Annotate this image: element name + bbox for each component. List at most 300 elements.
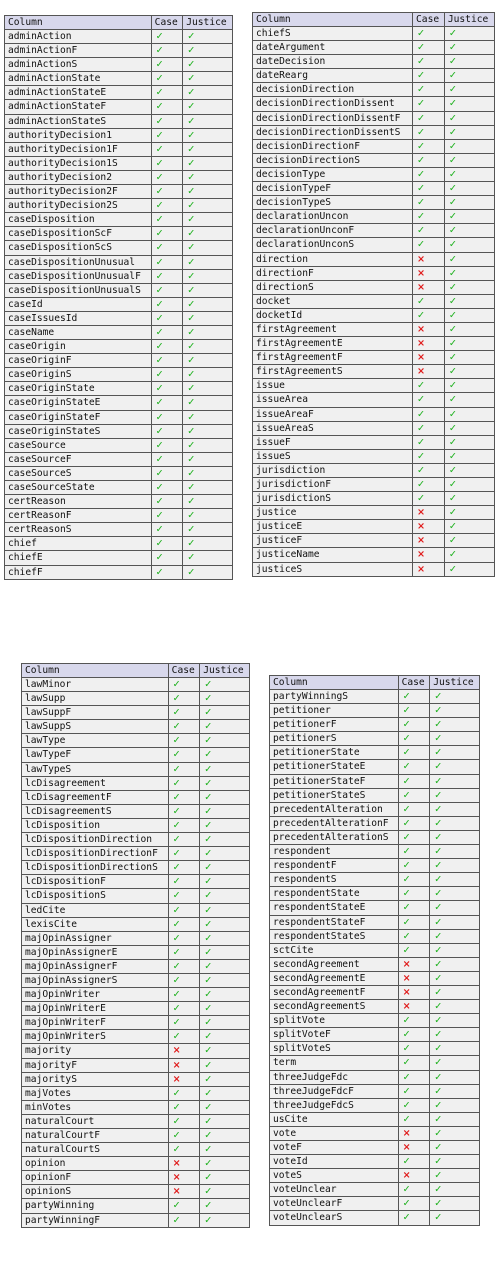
case-check-icon: ✓	[398, 1042, 430, 1056]
column-name: authorityDecision1F	[5, 142, 152, 156]
case-check-icon: ✓	[413, 182, 445, 196]
table-row	[253, 252, 495, 266]
header-case: Case	[413, 13, 445, 27]
justice-check-icon: ✓	[430, 859, 480, 873]
justice-check-icon: ✓	[183, 86, 233, 100]
case-cross-icon: ×	[168, 1171, 200, 1185]
table-row	[22, 1100, 250, 1114]
case-check-icon: ✓	[398, 943, 430, 957]
justice-check-icon: ✓	[200, 1030, 250, 1044]
column-name: majOpinWriterF	[22, 1016, 169, 1030]
justice-check-icon: ✓	[430, 1183, 480, 1197]
column-name: dateArgument	[253, 41, 413, 55]
column-name: majorityF	[22, 1058, 169, 1072]
justice-check-icon: ✓	[444, 534, 494, 548]
case-check-icon: ✓	[398, 1056, 430, 1070]
justice-check-icon: ✓	[444, 210, 494, 224]
column-name: lawSuppF	[22, 706, 169, 720]
justice-check-icon: ✓	[444, 492, 494, 506]
case-check-icon: ✓	[168, 748, 200, 762]
column-name: lcDisagreement	[22, 776, 169, 790]
justice-check-icon: ✓	[200, 875, 250, 889]
table-row	[5, 438, 233, 452]
table-row	[270, 718, 480, 732]
table-row	[5, 199, 233, 213]
table-row	[270, 873, 480, 887]
column-name: decisionType	[253, 167, 413, 181]
table-row	[5, 72, 233, 86]
case-check-icon: ✓	[398, 1197, 430, 1211]
case-check-icon: ✓	[413, 435, 445, 449]
table-row	[270, 1155, 480, 1169]
column-name: justiceF	[253, 534, 413, 548]
table-row	[270, 746, 480, 760]
justice-check-icon: ✓	[444, 252, 494, 266]
justice-check-icon: ✓	[183, 283, 233, 297]
justice-check-icon: ✓	[430, 887, 480, 901]
table-row	[253, 153, 495, 167]
table-row	[270, 845, 480, 859]
case-check-icon: ✓	[398, 1112, 430, 1126]
case-check-icon: ✓	[151, 255, 183, 269]
table-row	[5, 142, 233, 156]
case-check-icon: ✓	[413, 308, 445, 322]
case-check-icon: ✓	[398, 830, 430, 844]
table-row	[22, 762, 250, 776]
table-row	[5, 551, 233, 565]
justice-check-icon: ✓	[200, 734, 250, 748]
justice-check-icon: ✓	[444, 125, 494, 139]
header-justice: Justice	[444, 13, 494, 27]
column-name: petitioner	[270, 704, 399, 718]
case-check-icon: ✓	[413, 83, 445, 97]
justice-check-icon: ✓	[430, 816, 480, 830]
table-row	[253, 337, 495, 351]
case-check-icon: ✓	[168, 734, 200, 748]
column-name: usCite	[270, 1112, 399, 1126]
case-check-icon: ✓	[151, 58, 183, 72]
case-check-icon: ✓	[398, 873, 430, 887]
justice-check-icon: ✓	[183, 424, 233, 438]
justice-check-icon: ✓	[200, 1213, 250, 1227]
table-row	[270, 971, 480, 985]
table-row	[5, 424, 233, 438]
column-name: threeJudgeFdcF	[270, 1084, 399, 1098]
justice-check-icon: ✓	[183, 227, 233, 241]
justice-check-icon: ✓	[430, 1112, 480, 1126]
justice-check-icon: ✓	[200, 720, 250, 734]
column-name: opinionF	[22, 1171, 169, 1185]
table-row	[5, 354, 233, 368]
table-row	[253, 435, 495, 449]
table-row	[22, 678, 250, 692]
justice-check-icon: ✓	[200, 776, 250, 790]
table-row	[5, 185, 233, 199]
justice-check-icon: ✓	[183, 523, 233, 537]
column-name: decisionDirectionF	[253, 139, 413, 153]
column-name: voteUnclearF	[270, 1197, 399, 1211]
case-check-icon: ✓	[398, 887, 430, 901]
justice-check-icon: ✓	[200, 945, 250, 959]
table-row	[5, 86, 233, 100]
column-name: petitionerS	[270, 732, 399, 746]
case-check-icon: ✓	[151, 269, 183, 283]
case-check-icon: ✓	[413, 393, 445, 407]
table-row	[253, 280, 495, 294]
column-name: petitionerF	[270, 718, 399, 732]
justice-check-icon: ✓	[444, 196, 494, 210]
column-name: secondAgreementE	[270, 971, 399, 985]
case-cross-icon: ×	[398, 985, 430, 999]
case-check-icon: ✓	[168, 818, 200, 832]
justice-check-icon: ✓	[183, 58, 233, 72]
case-check-icon: ✓	[168, 833, 200, 847]
justice-check-icon: ✓	[200, 706, 250, 720]
case-cross-icon: ×	[398, 971, 430, 985]
column-name: lcDispositionS	[22, 889, 169, 903]
case-check-icon: ✓	[413, 449, 445, 463]
table-row	[253, 506, 495, 520]
justice-check-icon: ✓	[430, 774, 480, 788]
table-row	[270, 1126, 480, 1140]
table-row	[22, 790, 250, 804]
case-check-icon: ✓	[413, 421, 445, 435]
justice-check-icon: ✓	[200, 804, 250, 818]
table-row	[253, 449, 495, 463]
case-check-icon: ✓	[151, 128, 183, 142]
table-row	[5, 340, 233, 354]
justice-check-icon: ✓	[183, 30, 233, 44]
table-row	[5, 325, 233, 339]
justice-check-icon: ✓	[430, 957, 480, 971]
column-name: chiefE	[5, 551, 152, 565]
table-row	[22, 889, 250, 903]
column-name: naturalCourt	[22, 1114, 169, 1128]
justice-check-icon: ✓	[183, 269, 233, 283]
table-row	[22, 1129, 250, 1143]
table-row	[5, 452, 233, 466]
justice-check-icon: ✓	[444, 238, 494, 252]
table-row	[270, 1056, 480, 1070]
justice-check-icon: ✓	[200, 889, 250, 903]
column-name: splitVoteS	[270, 1042, 399, 1056]
column-name: lawType	[22, 734, 169, 748]
justice-check-icon: ✓	[200, 762, 250, 776]
column-name: caseDisposition	[5, 213, 152, 227]
column-name: authorityDecision2F	[5, 185, 152, 199]
column-name: secondAgreement	[270, 957, 399, 971]
table-row	[270, 887, 480, 901]
column-name: firstAgreementE	[253, 337, 413, 351]
case-check-icon: ✓	[168, 1143, 200, 1157]
table-row	[5, 170, 233, 184]
table-row	[22, 1072, 250, 1086]
column-name: minVotes	[22, 1100, 169, 1114]
table-row	[5, 100, 233, 114]
table-row	[22, 903, 250, 917]
column-name: term	[270, 1056, 399, 1070]
case-check-icon: ✓	[398, 746, 430, 760]
justice-check-icon: ✓	[444, 294, 494, 308]
table-row	[270, 732, 480, 746]
case-check-icon: ✓	[151, 551, 183, 565]
justice-check-icon: ✓	[430, 1126, 480, 1140]
justice-check-icon: ✓	[444, 97, 494, 111]
case-check-icon: ✓	[151, 410, 183, 424]
case-check-icon: ✓	[398, 1183, 430, 1197]
justice-check-icon: ✓	[430, 915, 480, 929]
column-name: secondAgreementS	[270, 1000, 399, 1014]
column-name: respondentStateF	[270, 915, 399, 929]
justice-check-icon: ✓	[444, 548, 494, 562]
table-row	[270, 901, 480, 915]
case-check-icon: ✓	[168, 1086, 200, 1100]
column-name: jurisdictionF	[253, 478, 413, 492]
justice-check-icon: ✓	[430, 760, 480, 774]
case-check-icon: ✓	[151, 382, 183, 396]
column-name: majVotes	[22, 1086, 169, 1100]
case-check-icon: ✓	[168, 776, 200, 790]
table-row	[22, 931, 250, 945]
justice-check-icon: ✓	[430, 1056, 480, 1070]
column-name: chiefS	[253, 27, 413, 41]
column-name: firstAgreementF	[253, 351, 413, 365]
column-name: caseDispositionUnusualF	[5, 269, 152, 283]
column-name: caseSourceState	[5, 481, 152, 495]
case-check-icon: ✓	[151, 537, 183, 551]
table-row	[5, 311, 233, 325]
column-name: issueS	[253, 449, 413, 463]
table-row	[22, 973, 250, 987]
case-check-icon: ✓	[168, 861, 200, 875]
case-cross-icon: ×	[413, 351, 445, 365]
justice-check-icon: ✓	[183, 481, 233, 495]
case-check-icon: ✓	[151, 297, 183, 311]
justice-check-icon: ✓	[430, 1014, 480, 1028]
column-name: decisionDirectionDissentS	[253, 125, 413, 139]
table-row	[5, 368, 233, 382]
table-row	[270, 1070, 480, 1084]
column-name: caseOriginF	[5, 354, 152, 368]
table-row	[5, 396, 233, 410]
table-row	[22, 917, 250, 931]
table-row	[270, 1183, 480, 1197]
justice-check-icon: ✓	[183, 114, 233, 128]
table-row	[5, 269, 233, 283]
case-cross-icon: ×	[413, 534, 445, 548]
case-check-icon: ✓	[398, 690, 430, 704]
table-row	[5, 283, 233, 297]
case-check-icon: ✓	[151, 481, 183, 495]
justice-check-icon: ✓	[183, 142, 233, 156]
case-check-icon: ✓	[168, 1213, 200, 1227]
column-name: adminActionS	[5, 58, 152, 72]
justice-check-icon: ✓	[444, 266, 494, 280]
justice-check-icon: ✓	[200, 861, 250, 875]
justice-check-icon: ✓	[183, 156, 233, 170]
justice-check-icon: ✓	[200, 973, 250, 987]
column-name: precedentAlterationS	[270, 830, 399, 844]
column-name: decisionDirectionDissentF	[253, 111, 413, 125]
justice-check-icon: ✓	[444, 153, 494, 167]
justice-check-icon: ✓	[200, 1185, 250, 1199]
table-row	[5, 565, 233, 579]
justice-check-icon: ✓	[183, 170, 233, 184]
table-row	[22, 776, 250, 790]
justice-check-icon: ✓	[444, 83, 494, 97]
column-name: issue	[253, 379, 413, 393]
justice-check-icon: ✓	[444, 308, 494, 322]
justice-check-icon: ✓	[183, 72, 233, 86]
case-check-icon: ✓	[398, 704, 430, 718]
case-check-icon: ✓	[151, 509, 183, 523]
table-row	[270, 1000, 480, 1014]
column-name: caseDispositionScS	[5, 241, 152, 255]
column-name: lcDispositionDirectionS	[22, 861, 169, 875]
table-row	[253, 294, 495, 308]
column-name: caseSourceF	[5, 452, 152, 466]
case-check-icon: ✓	[398, 816, 430, 830]
column-name: justiceS	[253, 562, 413, 576]
column-name: lexisCite	[22, 917, 169, 931]
justice-check-icon: ✓	[200, 833, 250, 847]
columns-table-4	[269, 675, 480, 1226]
justice-check-icon: ✓	[183, 438, 233, 452]
justice-check-icon: ✓	[444, 139, 494, 153]
column-name: lcDisagreementS	[22, 804, 169, 818]
case-check-icon: ✓	[151, 72, 183, 86]
column-name: respondent	[270, 845, 399, 859]
table-row	[253, 266, 495, 280]
case-check-icon: ✓	[168, 917, 200, 931]
justice-check-icon: ✓	[444, 393, 494, 407]
header-case: Case	[168, 664, 200, 678]
table-row	[270, 943, 480, 957]
table-row	[270, 1197, 480, 1211]
table-row	[270, 1084, 480, 1098]
column-name: issueF	[253, 435, 413, 449]
column-name: lawSuppS	[22, 720, 169, 734]
table-row	[22, 1016, 250, 1030]
column-name: majOpinWriter	[22, 988, 169, 1002]
case-check-icon: ✓	[168, 706, 200, 720]
case-check-icon: ✓	[151, 170, 183, 184]
justice-check-icon: ✓	[444, 478, 494, 492]
justice-check-icon: ✓	[430, 1070, 480, 1084]
column-name: naturalCourtS	[22, 1143, 169, 1157]
table-row	[22, 706, 250, 720]
case-cross-icon: ×	[413, 322, 445, 336]
case-check-icon: ✓	[413, 492, 445, 506]
case-check-icon: ✓	[413, 294, 445, 308]
justice-check-icon: ✓	[183, 551, 233, 565]
justice-check-icon: ✓	[183, 213, 233, 227]
justice-check-icon: ✓	[444, 562, 494, 576]
justice-check-icon: ✓	[200, 903, 250, 917]
column-name: authorityDecision1S	[5, 156, 152, 170]
justice-check-icon: ✓	[444, 520, 494, 534]
table-row	[5, 213, 233, 227]
case-check-icon: ✓	[398, 1211, 430, 1225]
case-cross-icon: ×	[413, 365, 445, 379]
justice-check-icon: ✓	[430, 746, 480, 760]
justice-check-icon: ✓	[200, 847, 250, 861]
column-name: voteId	[270, 1155, 399, 1169]
justice-check-icon: ✓	[183, 128, 233, 142]
column-name: respondentF	[270, 859, 399, 873]
table-row	[253, 111, 495, 125]
justice-check-icon: ✓	[444, 506, 494, 520]
justice-check-icon: ✓	[183, 241, 233, 255]
table-row	[253, 478, 495, 492]
table-row	[5, 509, 233, 523]
table-row	[253, 27, 495, 41]
column-name: jurisdiction	[253, 463, 413, 477]
column-name: justice	[253, 506, 413, 520]
case-check-icon: ✓	[413, 111, 445, 125]
column-name: lawSupp	[22, 692, 169, 706]
case-check-icon: ✓	[151, 30, 183, 44]
table-row	[5, 156, 233, 170]
case-check-icon: ✓	[168, 1199, 200, 1213]
case-cross-icon: ×	[413, 548, 445, 562]
table-row	[253, 351, 495, 365]
case-cross-icon: ×	[413, 280, 445, 294]
table-row	[22, 1114, 250, 1128]
case-check-icon: ✓	[168, 1030, 200, 1044]
case-check-icon: ✓	[398, 859, 430, 873]
justice-check-icon: ✓	[430, 802, 480, 816]
case-check-icon: ✓	[398, 1028, 430, 1042]
justice-check-icon: ✓	[200, 917, 250, 931]
case-cross-icon: ×	[398, 1169, 430, 1183]
case-check-icon: ✓	[168, 762, 200, 776]
case-check-icon: ✓	[151, 466, 183, 480]
case-check-icon: ✓	[168, 875, 200, 889]
justice-check-icon: ✓	[430, 788, 480, 802]
case-check-icon: ✓	[398, 1014, 430, 1028]
column-name: lcDispositionDirectionF	[22, 847, 169, 861]
case-check-icon: ✓	[151, 227, 183, 241]
case-check-icon: ✓	[413, 238, 445, 252]
justice-check-icon: ✓	[183, 396, 233, 410]
column-name: majOpinWriterE	[22, 1002, 169, 1016]
justice-check-icon: ✓	[183, 410, 233, 424]
justice-check-icon: ✓	[444, 280, 494, 294]
table-row	[253, 548, 495, 562]
case-check-icon: ✓	[168, 1002, 200, 1016]
justice-check-icon: ✓	[200, 1114, 250, 1128]
column-name: vote	[270, 1126, 399, 1140]
column-name: lawMinor	[22, 678, 169, 692]
table-row	[22, 1143, 250, 1157]
column-name: respondentS	[270, 873, 399, 887]
table-row	[270, 1112, 480, 1126]
column-name: chief	[5, 537, 152, 551]
table-row	[5, 382, 233, 396]
case-check-icon: ✓	[151, 86, 183, 100]
columns-table-1	[4, 15, 233, 580]
case-check-icon: ✓	[398, 1155, 430, 1169]
justice-check-icon: ✓	[183, 340, 233, 354]
justice-check-icon: ✓	[444, 167, 494, 181]
table-row	[270, 760, 480, 774]
table-row	[22, 1086, 250, 1100]
justice-check-icon: ✓	[183, 368, 233, 382]
justice-check-icon: ✓	[183, 100, 233, 114]
table-row	[270, 830, 480, 844]
case-check-icon: ✓	[151, 452, 183, 466]
